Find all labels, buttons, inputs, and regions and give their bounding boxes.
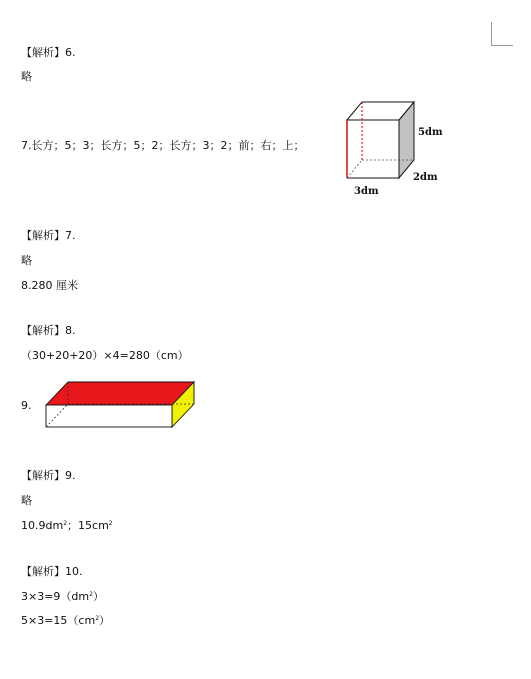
cuboid-figure-9 (42, 378, 198, 430)
answer-10 (21, 519, 113, 533)
analysis-8-body: （30+20+20）×4=280（cm） (21, 349, 189, 362)
cuboid-top-face-red (46, 382, 194, 405)
cuboid-figure-7 (338, 96, 450, 198)
analysis-10-line-2 (21, 614, 110, 628)
answer-7: 7.长方；5；3；长方；5；2；长方；3；2；前；右；上； (21, 139, 305, 152)
answer-10-first: 10.9dm (21, 519, 64, 532)
analysis-7-body: 略 (21, 254, 32, 267)
answer-8: 8.280 厘米 (21, 279, 78, 292)
page-corner-mark (491, 22, 513, 46)
width-label: 3dm (354, 186, 379, 197)
analysis-7-heading: 【解析】7. (21, 229, 76, 242)
cuboid-front-face (347, 120, 399, 178)
analysis-6-body: 略 (21, 70, 32, 83)
answer-9-label: 9. (21, 399, 32, 412)
analysis-10-line-1-text: 3×3=9（dm (21, 590, 90, 603)
height-label: 5dm (418, 127, 443, 138)
superscript-2: 2 (108, 520, 113, 527)
analysis-9-body: 略 (21, 494, 32, 507)
answer-10-second: ；15cm (67, 519, 109, 532)
superscript-2: 2 (63, 520, 68, 527)
cuboid-front-face-white (46, 405, 172, 427)
analysis-9-heading: 【解析】9. (21, 469, 76, 482)
analysis-10-line-1 (21, 590, 104, 604)
superscript-2: 2 (95, 615, 100, 622)
analysis-8-heading: 【解析】8. (21, 324, 76, 337)
analysis-10-heading: 【解析】10. (21, 565, 83, 578)
analysis-10-line-2-text: 5×3=15（cm (21, 614, 96, 627)
analysis-10-line-1-close: ） (92, 590, 104, 603)
superscript-2: 2 (89, 591, 93, 598)
analysis-10-line-2-close: ） (99, 614, 111, 627)
analysis-6-heading: 【解析】6. (21, 46, 76, 59)
depth-label: 2dm (413, 172, 438, 183)
